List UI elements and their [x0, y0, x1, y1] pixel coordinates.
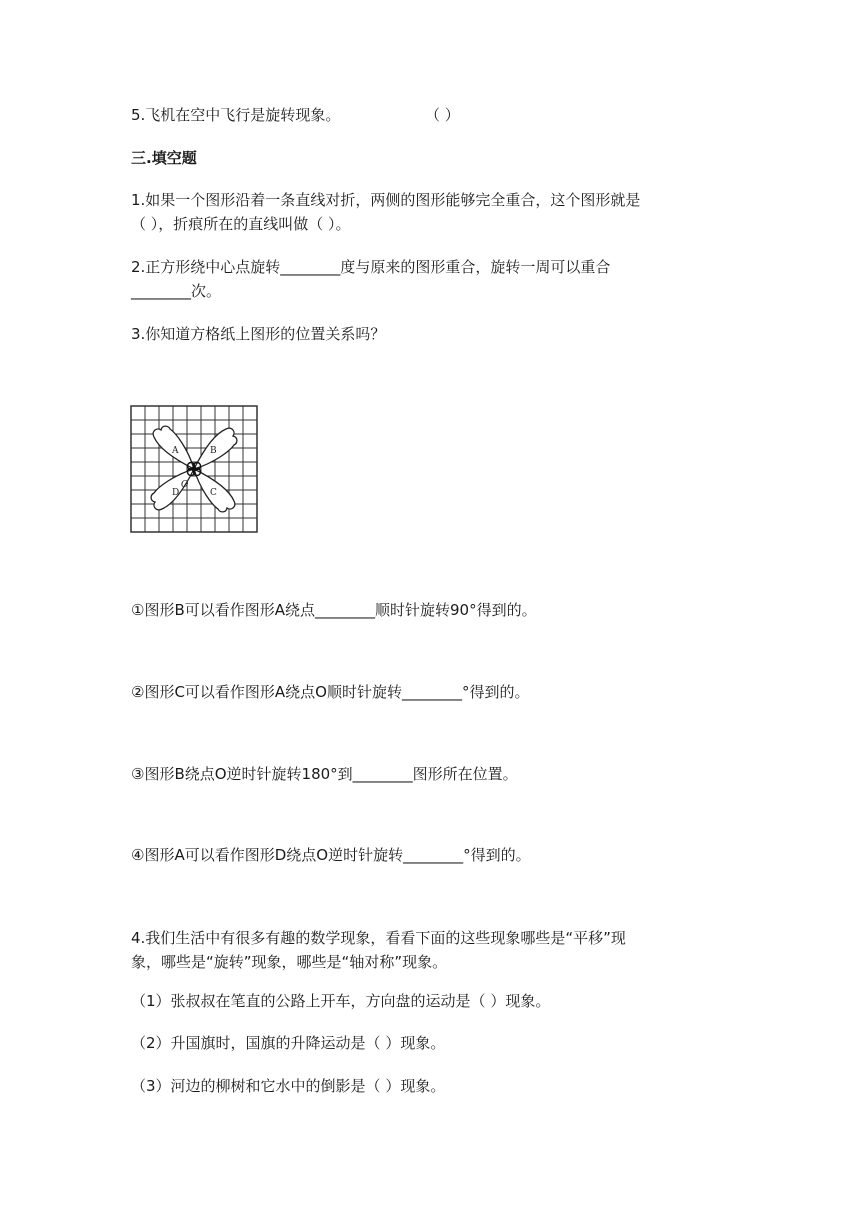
judge-question-5: [131, 105, 340, 125]
label-d: D: [172, 488, 180, 498]
label-o: O: [181, 480, 189, 490]
grid-figure-svg: [130, 405, 260, 535]
fill-question-2-line-1[interactable]: 2.正方形绕中心点旋转________度与原来的图形重合，旋转一周可以重合: [131, 258, 611, 276]
label-a: A: [172, 446, 179, 456]
label-b: B: [210, 446, 217, 456]
fill-question-1-line-1: 1.如果一个图形沿着一条直线对折，两侧的图形能够完全重合，这个图形就是: [131, 191, 641, 209]
fill-question-2-line-2[interactable]: ________次。: [131, 282, 222, 300]
fill-question-4-item-3[interactable]: （3）河边的柳树和它水中的倒影是（ ）现象。: [131, 1077, 446, 1095]
fill-question-3-sub-2[interactable]: ②图形C可以看作图形A绕点O顺时针旋转________°得到的。: [131, 683, 530, 701]
fill-question-1-line-2[interactable]: （ ），折痕所在的直线叫做（ ）。: [131, 215, 351, 233]
section-heading-fill-in: 三.填空题: [131, 149, 197, 167]
fill-question-4-item-1[interactable]: （1）张叔叔在笔直的公路上开车，方向盘的运动是（ ）现象。: [131, 992, 551, 1010]
grid-rotation-figure: [130, 405, 260, 535]
fill-question-4-item-2[interactable]: （2）升国旗时，国旗的升降运动是（ ）现象。: [131, 1034, 446, 1052]
fill-question-4-line-1: 4.我们生活中有很多有趣的数学现象，看看下面的这些现象哪些是“平移”现: [131, 929, 626, 947]
fill-question-3-sub-3[interactable]: ③图形B绕点O逆时针旋转180°到________图形所在位置。: [131, 765, 518, 783]
fill-question-3-sub-4[interactable]: ④图形A可以看作图形D绕点O逆时针旋转________°得到的。: [131, 846, 531, 864]
fill-question-3-sub-1[interactable]: ①图形B可以看作图形A绕点________顺时针旋转90°得到的。: [131, 601, 537, 619]
fill-question-3-prompt: 3.你知道方格纸上图形的位置关系吗？: [131, 325, 386, 343]
label-c: C: [210, 488, 217, 498]
judge-question-5-bracket[interactable]: （ ）: [425, 106, 460, 124]
fill-question-4-line-2: 象，哪些是“旋转”现象，哪些是“轴对称”现象。: [131, 953, 448, 971]
judge-question-5-text: 5.飞机在空中飞行是旋转现象。: [131, 106, 341, 124]
